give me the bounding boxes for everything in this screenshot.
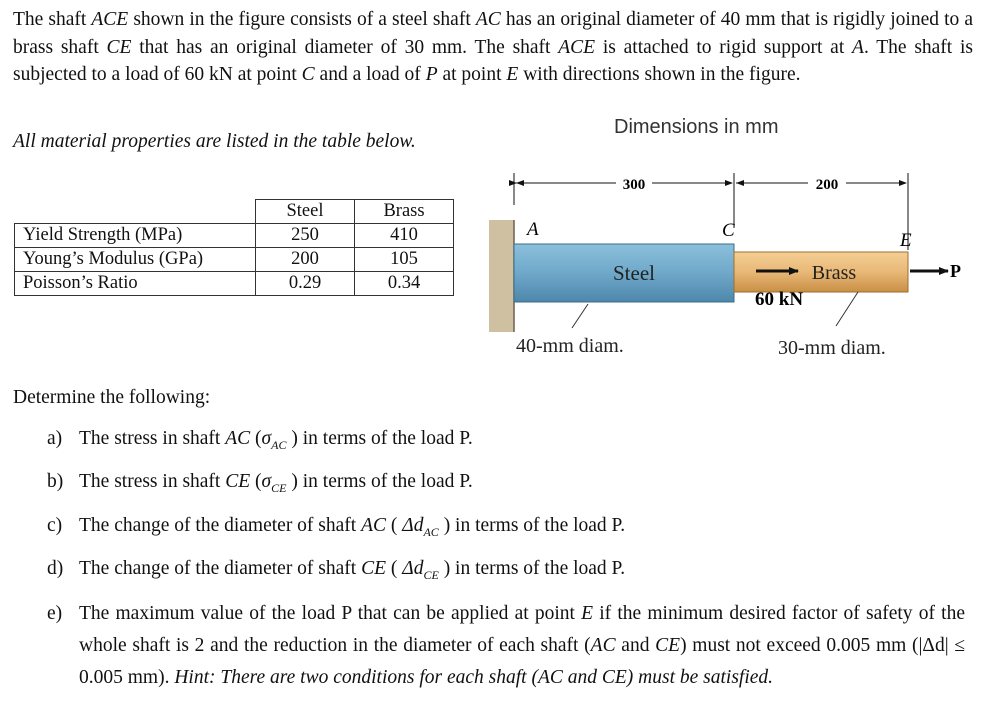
question-item: a) The stress in shaft AC ($\sigma_{AC}$ ) in terms of the load P.	[13, 424, 965, 460]
problem-intro: The shaft ACE shown in the figure consists of a steel shaft AC has an original diameter of 40 mm that is rigidly joined to a brass shaft CE that has an original diameter of 30 mm. The shaft ACE is attached to rigid support at A. The shaft is subjected to a load of 60 kN at point C and a load of P at point E with directions shown in the figure.	[13, 9, 973, 85]
properties-note: All material properties are listed in the table below.	[13, 131, 416, 152]
question-item: d) The change of the diameter of shaft CE ( $\Delta d_{CE}$ ) in terms of the load P.	[13, 554, 965, 590]
row-label: Young’s Modulus (GPa)	[15, 248, 256, 272]
hint-text: Hint: There are two conditions for each shaft (AC and CE) must be satisfied.	[174, 666, 774, 688]
point-e-label: E	[900, 230, 912, 251]
row-label: Poisson’s Ratio	[15, 272, 256, 296]
rigid-support	[489, 220, 514, 332]
row-label: Yield Strength (MPa)	[15, 224, 256, 248]
point-c-label: C	[722, 220, 735, 241]
item-marker: e)	[47, 602, 63, 624]
item-marker: d)	[47, 558, 64, 580]
brass-value: 105	[355, 248, 454, 272]
steel-value: 200	[256, 248, 355, 272]
steel-value: 0.29	[256, 272, 355, 296]
column-steel: Steel	[256, 200, 355, 224]
brass-label: Brass	[811, 262, 857, 284]
steel-label: Steel	[613, 261, 655, 285]
column-brass: Brass	[355, 200, 454, 224]
question-item: c) The change of the diameter of shaft AC ( $\Delta d_{AC}$ ) in terms of the load P.	[13, 511, 965, 547]
steel-diam-leader	[572, 304, 588, 328]
question-item: b) The stress in shaft CE ($\sigma_{CE}$ ) in terms of the load P.	[13, 467, 965, 503]
question-list	[13, 424, 965, 701]
brass-diameter-label: 30-mm diam.	[778, 337, 886, 359]
dimension-brass: 200	[815, 177, 839, 193]
steel-diameter-label: 40-mm diam.	[516, 335, 624, 357]
determine-heading: Determine the following:	[13, 387, 211, 408]
item-marker: a)	[47, 428, 63, 449]
question-item: e) The maximum value of the load P that can be applied at point E if the minimum desired factor of safety of the whole shaft is 2 and the reduction in the diameter of each shaft (AC and CE) must not exceed 0.005 mm (|Δd| ≤ 0.005 mm). Hint: There are two conditions for each shaft (AC and CE) must be satisfied.	[13, 598, 965, 694]
point-a-label: A	[527, 219, 539, 240]
brass-diam-leader	[836, 292, 858, 326]
item-marker: c)	[47, 514, 63, 536]
brass-value: 410	[355, 224, 454, 248]
load-60kn-label: 60 kN	[755, 289, 804, 310]
brass-value: 0.34	[355, 272, 454, 296]
dimension-steel: 300	[622, 177, 646, 193]
load-p-label: P	[950, 261, 961, 281]
item-marker: b)	[47, 471, 64, 493]
steel-value: 250	[256, 224, 355, 248]
dimensions-title: Dimensions in mm	[614, 116, 779, 138]
